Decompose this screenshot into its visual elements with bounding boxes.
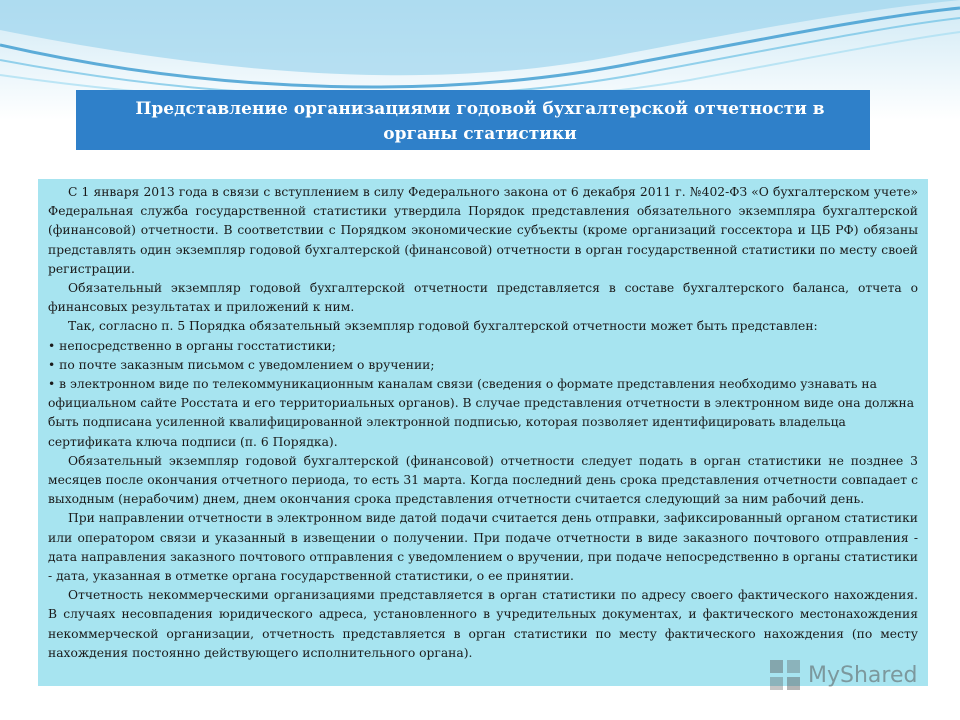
slide-title [76, 90, 870, 150]
watermark-text: MyShared [808, 662, 918, 688]
paragraph: Так, согласно п. 5 Порядка обязательный экземпляр годовой бухгалтерской отчетности может быть представлен: [68, 319, 818, 334]
watermark [768, 658, 917, 692]
paragraph: Обязательный экземпляр годовой бухгалтерской отчетности представляется в составе бухгалтерского баланса, отчета о финансовых результатах и приложений к ним. [48, 281, 918, 315]
paragraph: При направлении отчетности в электронном виде датой подачи считается день отправки, зафиксированный органом статистики или оператором связи и указанный в извещении о получении. При подаче отчетности в виде заказного почтового отправления - дата направления заказного почтового отправления с уведомлением о вручении, при подаче непосредственно в органы статистики - дата, указанная в отметке органа государственной статистики, о ее принятии. [48, 511, 918, 584]
slide-title-text: Представление организациями годовой бухгалтерской отчетности в органы статистики [135, 99, 825, 144]
content-panel [38, 179, 928, 686]
bullet-item: • в электронном виде по телекоммуникационным каналам связи (сведения о формате представления необходимо узнавать на официальном сайте Росстата и его территориальных органов). В случае представления отчетности в электронном виде она должна быть подписана усиленной квалифицированной электронной подписью, которая позволяет идентифицировать владельца сертификата ключа подписи (п. 6 Порядка). [48, 377, 915, 449]
myshared-logo-icon [768, 658, 802, 692]
paragraph: Обязательный экземпляр годовой бухгалтерской (финансовой) отчетности следует подать в орган статистики не позднее 3 месяцев после окончания отчетного периода, то есть 31 марта. Когда последний день срока представления отчетности совпадает с выходным (нерабочим) днем, днем окончания срока представления отчетности считается следующий за ним рабочий день. [48, 453, 918, 507]
bullet-item: • непосредственно в органы госстатистики; [48, 338, 336, 353]
paragraph: С 1 января 2013 года в связи с вступлением в силу Федерального закона от 6 декабря 2011 г. №402-ФЗ «О бухгалтерском учете» Федеральная служба государственной статистики утвердила Порядок представления обязательного экземпляра бухгалтерской (финансовой) отчетности. В соответствии с Порядком экономические субъекты (кроме организаций госсектора и ЦБ РФ) обязаны представлять один экземпляр годовой бухгалтерской (финансовой) отчетности в орган государственной статистики по месту своей регистрации. [48, 185, 918, 276]
bullet-item: • по почте заказным письмом с уведомлением о вручении; [48, 357, 435, 372]
paragraph: Отчетность некоммерческими организациями представляется в орган статистики по адресу своего фактического нахождения. В случаях несовпадения юридического адреса, установленного в учредительных документах, и фактического местонахождения некоммерческой организации, отчетность представляется в орган статистики по месту фактического нахождения (по месту нахождения постоянно действующего исполнительного органа). [48, 588, 918, 660]
